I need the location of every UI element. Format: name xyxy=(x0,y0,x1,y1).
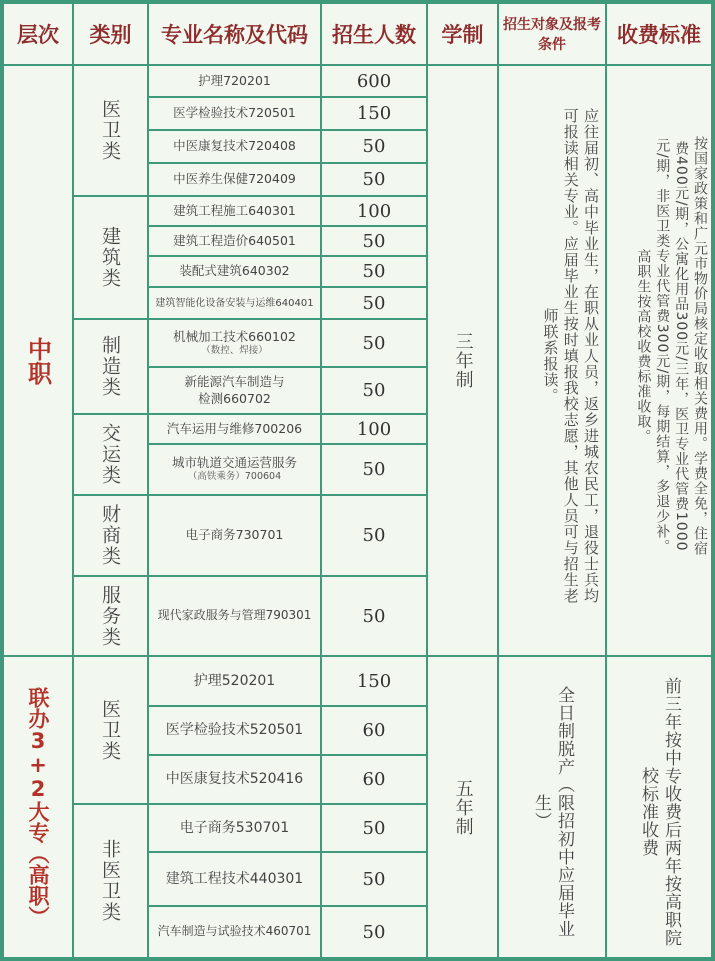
major-name: 机械加工技术660102 xyxy=(173,328,296,344)
count-cell: 50 xyxy=(322,227,426,255)
header-fee: 收费标准 xyxy=(607,4,711,64)
eligibility-text: 应往届初、高中毕业生，在职从业人员，返乡进城农民工，退役士兵均可报读相关专业。应届毕业生按时填报我校志愿，其他人员可与招生老师联系报读。 xyxy=(541,108,600,604)
count-cell: 50 xyxy=(322,577,426,655)
header-count: 招生人数 xyxy=(322,4,426,64)
duration-text: 五年制 xyxy=(452,778,474,836)
count-cell: 50 xyxy=(322,257,426,286)
count-cell: 50 xyxy=(322,164,426,195)
level-label: 中职 xyxy=(23,336,52,385)
header-duration: 学制 xyxy=(428,4,497,64)
major-name: 医学检验技术720501 xyxy=(173,105,296,121)
major-name: 电子商务530701 xyxy=(179,819,290,836)
major-name: 建筑工程造价640501 xyxy=(173,232,296,248)
major-name: 建筑工程技术440301 xyxy=(165,870,304,887)
category-cell xyxy=(74,320,147,413)
major-name: 护理720201 xyxy=(198,72,271,88)
category-cell xyxy=(74,657,147,803)
major-name: 中医养生保健720409 xyxy=(173,171,296,187)
major-cell xyxy=(149,756,320,803)
major-cell xyxy=(149,657,320,705)
category-cell xyxy=(74,496,147,575)
count-cell: 60 xyxy=(322,707,426,754)
count-cell: 100 xyxy=(322,415,426,443)
major-cell xyxy=(149,907,320,957)
category-label: 财商类 xyxy=(99,504,121,567)
major-cell xyxy=(149,415,320,443)
count-cell: 50 xyxy=(322,907,426,957)
major-name: 中医康复技术520416 xyxy=(165,771,304,788)
category-label: 建筑类 xyxy=(99,226,121,289)
count-cell: 50 xyxy=(322,445,426,494)
category-cell xyxy=(74,577,147,655)
major-name: 建筑智能化设备安装与运维640401 xyxy=(155,297,314,309)
level-cell-zhongzhi xyxy=(4,66,72,655)
major-name: 汽车运用与维修700206 xyxy=(166,420,303,436)
fee-cell xyxy=(607,66,711,655)
major-note: （高铁乘务）700604 xyxy=(187,471,282,483)
count-cell: 50 xyxy=(322,320,426,366)
major-name: 汽车制造与试验技术460701 xyxy=(157,924,312,939)
major-name: 医学检验技术520501 xyxy=(165,722,304,739)
major-name: 现代家政服务与管理790301 xyxy=(157,608,312,623)
level-label: 联办3+2大专（高职） xyxy=(26,687,50,927)
category-label: 医卫类 xyxy=(99,698,121,762)
major-name: 城市轨道交通运营服务 xyxy=(171,455,297,471)
count-cell: 60 xyxy=(322,756,426,803)
major-cell xyxy=(149,853,320,905)
duration-cell xyxy=(428,66,497,655)
count-cell: 50 xyxy=(322,288,426,318)
major-cell xyxy=(149,368,320,413)
major-cell xyxy=(149,577,320,655)
eligibility-cell xyxy=(499,657,605,957)
major-name: 中医康复技术720408 xyxy=(173,138,296,154)
count-cell: 50 xyxy=(322,131,426,162)
category-label: 非医卫类 xyxy=(99,839,121,923)
category-label: 制造类 xyxy=(99,335,121,398)
fee-text: 按国家政策和广元市物价局核定收取相关费用。学费全免，住宿费400元/期，公寓化用品300元/三年，医卫专业代管费1000元/期，非医卫类专业代管费300元/期，每期结算，多退少补。高职生按高校收费标准收取。 xyxy=(635,136,708,556)
category-cell xyxy=(74,66,147,195)
major-name: 新能源汽车制造与检测660702 xyxy=(184,374,285,406)
count-cell: 50 xyxy=(322,805,426,851)
major-cell xyxy=(149,227,320,255)
level-cell-gaozhi xyxy=(4,657,72,957)
fee-cell xyxy=(607,657,711,957)
major-cell xyxy=(149,164,320,195)
category-label: 医卫类 xyxy=(99,99,121,162)
category-cell xyxy=(74,415,147,494)
major-note: （数控、焊接） xyxy=(201,344,268,356)
fee-text: 前三年按中专收费后两年按高职院校标准收费 xyxy=(638,677,681,947)
count-cell: 50 xyxy=(322,496,426,575)
count-cell: 100 xyxy=(322,197,426,225)
count-cell: 50 xyxy=(322,853,426,905)
major-name: 护理520201 xyxy=(193,672,276,689)
major-cell xyxy=(149,707,320,754)
major-name: 建筑工程施工640301 xyxy=(173,202,296,218)
header-major: 专业名称及代码 xyxy=(149,4,320,64)
major-cell xyxy=(149,98,320,129)
major-cell xyxy=(149,197,320,225)
major-cell xyxy=(149,320,320,366)
category-cell xyxy=(74,805,147,957)
major-cell xyxy=(149,288,320,318)
category-label: 交运类 xyxy=(99,423,121,486)
eligibility-cell xyxy=(499,66,605,655)
major-cell xyxy=(149,66,320,96)
major-cell xyxy=(149,805,320,851)
count-cell: 50 xyxy=(322,368,426,413)
major-name: 电子商务730701 xyxy=(185,527,284,543)
eligibility-text: 全日制脱产（限招初中应届毕业生） xyxy=(531,686,574,938)
header-category: 类别 xyxy=(74,4,147,64)
count-cell: 600 xyxy=(322,66,426,96)
major-cell xyxy=(149,496,320,575)
count-cell: 150 xyxy=(322,98,426,129)
major-cell xyxy=(149,445,320,494)
header-level: 层次 xyxy=(4,4,72,64)
major-cell xyxy=(149,131,320,162)
major-name: 装配式建筑640302 xyxy=(179,263,290,279)
category-label: 服务类 xyxy=(99,584,121,648)
category-cell xyxy=(74,197,147,318)
duration-text: 三年制 xyxy=(452,332,474,389)
duration-cell xyxy=(428,657,497,957)
header-eligibility: 招生对象及报考条件 xyxy=(499,4,605,64)
count-cell: 150 xyxy=(322,657,426,705)
major-cell xyxy=(149,257,320,286)
